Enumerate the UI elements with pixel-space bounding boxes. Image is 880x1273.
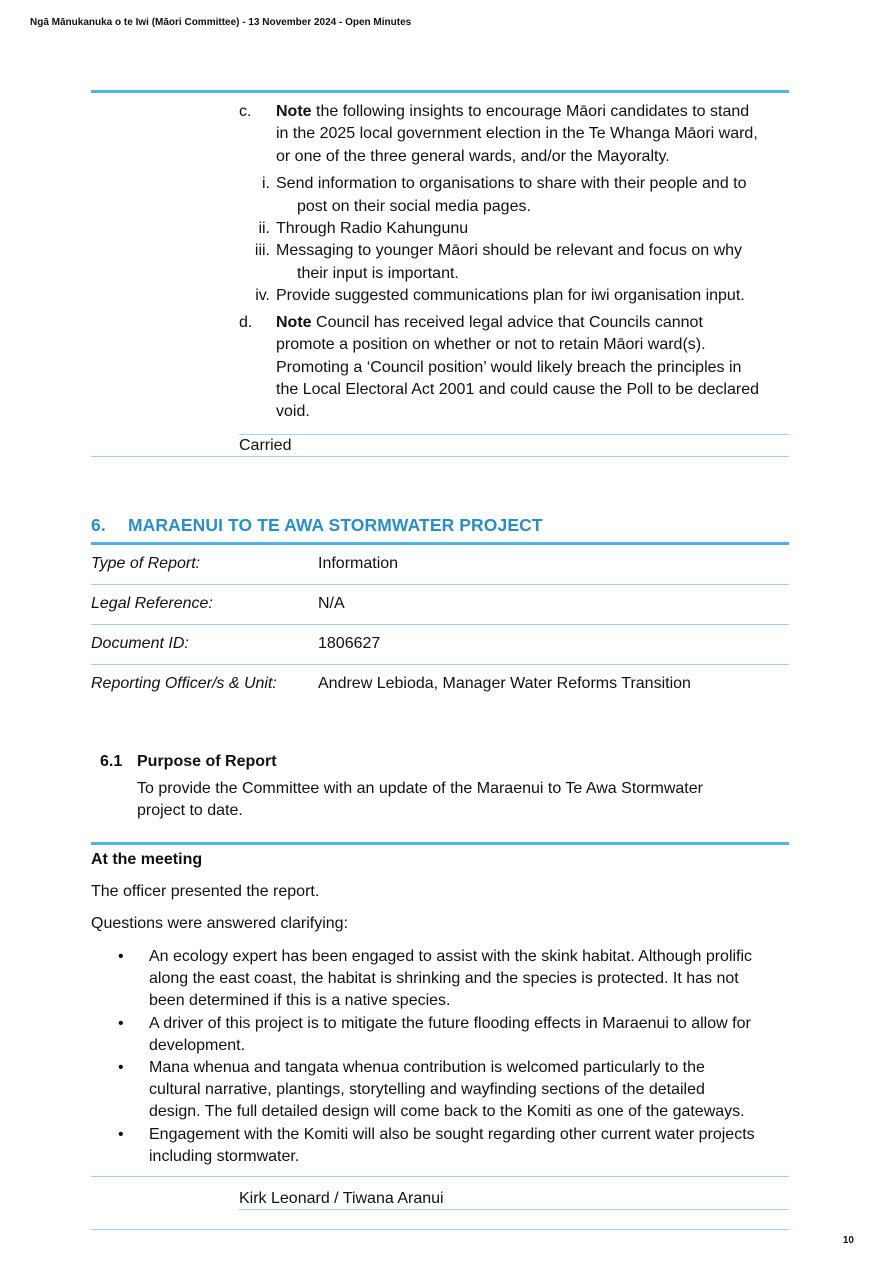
item-d-text-1: Council has received legal advice that Councils cannot bbox=[311, 314, 703, 331]
item-d-marker: d. bbox=[239, 314, 253, 331]
subitem-i-line-2: post on their social media pages. bbox=[297, 198, 531, 215]
subitem-iii-line-1: Messaging to younger Māori should be relevant and focus on why bbox=[276, 242, 743, 259]
detail-row-divider bbox=[91, 664, 789, 665]
detail-label-officer: Reporting Officer/s & Unit: bbox=[91, 675, 277, 692]
resolution-bottom-rule bbox=[91, 456, 789, 457]
item-c-marker: c. bbox=[239, 103, 252, 120]
bullet-3-line-1: Mana whenua and tangata whenua contribution is welcomed particularly to the bbox=[149, 1059, 705, 1076]
resolution-top-rule bbox=[91, 90, 789, 93]
detail-label-document-id: Document ID: bbox=[91, 635, 189, 652]
detail-row-divider bbox=[91, 624, 789, 625]
item-d-note: Note bbox=[276, 314, 312, 331]
detail-value-type: Information bbox=[318, 555, 399, 572]
subitem-i-line-1: Send information to organisations to share with their people and to bbox=[276, 175, 747, 192]
subitem-iii-marker: iii. bbox=[254, 242, 270, 259]
bullet-4-line-2: including stormwater. bbox=[149, 1148, 300, 1165]
movers-bottom-rule bbox=[91, 1229, 789, 1230]
subitem-i-marker: i. bbox=[262, 175, 270, 192]
movers-underline bbox=[239, 1209, 789, 1210]
bullet-1-line-1: An ecology expert has been engaged to assist with the skink habitat. Although prolific bbox=[149, 948, 753, 965]
purpose-heading: Purpose of Report bbox=[137, 753, 277, 770]
bullet-4-line-1: Engagement with the Komiti will also be sought regarding other current water projects bbox=[149, 1126, 755, 1143]
detail-row-divider bbox=[91, 584, 789, 585]
page-number: 10 bbox=[842, 1235, 854, 1246]
meeting-heading: At the meeting bbox=[91, 851, 203, 868]
item-c-text-1: the following insights to encourage Māori candidates to stand bbox=[311, 103, 750, 120]
carried-top-rule bbox=[239, 434, 789, 435]
subitem-iii-line-2: their input is important. bbox=[297, 265, 459, 282]
item-d-line-1 bbox=[276, 312, 703, 335]
bullet-3-line-3: design. The full detailed design will come back to the Komiti as one of the gateways. bbox=[149, 1103, 745, 1120]
detail-label-legal: Legal Reference: bbox=[91, 595, 213, 612]
meeting-top-rule bbox=[91, 842, 789, 845]
detail-label-type: Type of Report: bbox=[91, 555, 201, 572]
detail-value-legal: N/A bbox=[318, 595, 345, 612]
meeting-paragraph-2: Questions were answered clarifying: bbox=[91, 915, 349, 932]
bullet-2-line-1: A driver of this project is to mitigate the future flooding effects in Maraenui to allow for bbox=[149, 1015, 751, 1032]
purpose-line-2: project to date. bbox=[137, 802, 243, 819]
item-c-line-2: in the 2025 local government election in the Te Whanga Māori ward, bbox=[276, 125, 758, 142]
movers: Kirk Leonard / Tiwana Aranui bbox=[239, 1190, 444, 1207]
bullet-marker: • bbox=[118, 1126, 124, 1143]
bullet-2-line-2: development. bbox=[149, 1037, 246, 1054]
subitem-ii-marker: ii. bbox=[258, 220, 270, 237]
running-header: Ngā Mānukanuka o te Iwi (Māori Committee) - 13 November 2024 - Open Minutes bbox=[30, 17, 412, 28]
item-c-line-3: or one of the three general wards, and/or the Mayoralty. bbox=[276, 148, 670, 165]
section-6-heading-rule bbox=[91, 542, 789, 545]
item-d-line-2: promote a position on whether or not to retain Māori ward(s). bbox=[276, 336, 706, 353]
bullet-3-line-2: cultural narrative, plantings, storytelling and wayfinding sections of the detailed bbox=[149, 1081, 705, 1098]
item-c-line-1 bbox=[276, 101, 749, 124]
bullet-1-line-3: been determined if this is a native species. bbox=[149, 992, 451, 1009]
item-d-line-4: the Local Electoral Act 2001 and could cause the Poll to be declared bbox=[276, 381, 759, 398]
bullet-marker: • bbox=[118, 948, 124, 965]
bullet-marker: • bbox=[118, 1015, 124, 1032]
movers-top-rule bbox=[91, 1176, 789, 1177]
section-6-number: 6. bbox=[91, 515, 106, 535]
purpose-number: 6.1 bbox=[100, 753, 123, 770]
bullet-1-line-2: along the east coast, the habitat is shrinking and the species is protected. It has not bbox=[149, 970, 739, 987]
subitem-ii-line-1: Through Radio Kahungunu bbox=[276, 220, 469, 237]
item-c-note: Note bbox=[276, 103, 312, 120]
item-d-line-5: void. bbox=[276, 403, 310, 420]
purpose-line-1: To provide the Committee with an update of the Maraenui to Te Awa Stormwater bbox=[137, 780, 703, 797]
detail-value-document-id: 1806627 bbox=[318, 635, 381, 652]
section-6-title: MARAENUI TO TE AWA STORMWATER PROJECT bbox=[128, 515, 543, 535]
subitem-iv-marker: iv. bbox=[255, 287, 270, 304]
meeting-paragraph-1: The officer presented the report. bbox=[91, 883, 320, 900]
carried-label: Carried bbox=[239, 437, 292, 454]
bullet-marker: • bbox=[118, 1059, 124, 1076]
item-d-line-3: Promoting a ‘Council position’ would likely breach the principles in bbox=[276, 359, 742, 376]
subitem-iv-line-1: Provide suggested communications plan for iwi organisation input. bbox=[276, 287, 745, 304]
detail-value-officer: Andrew Lebioda, Manager Water Reforms Transition bbox=[318, 675, 691, 692]
